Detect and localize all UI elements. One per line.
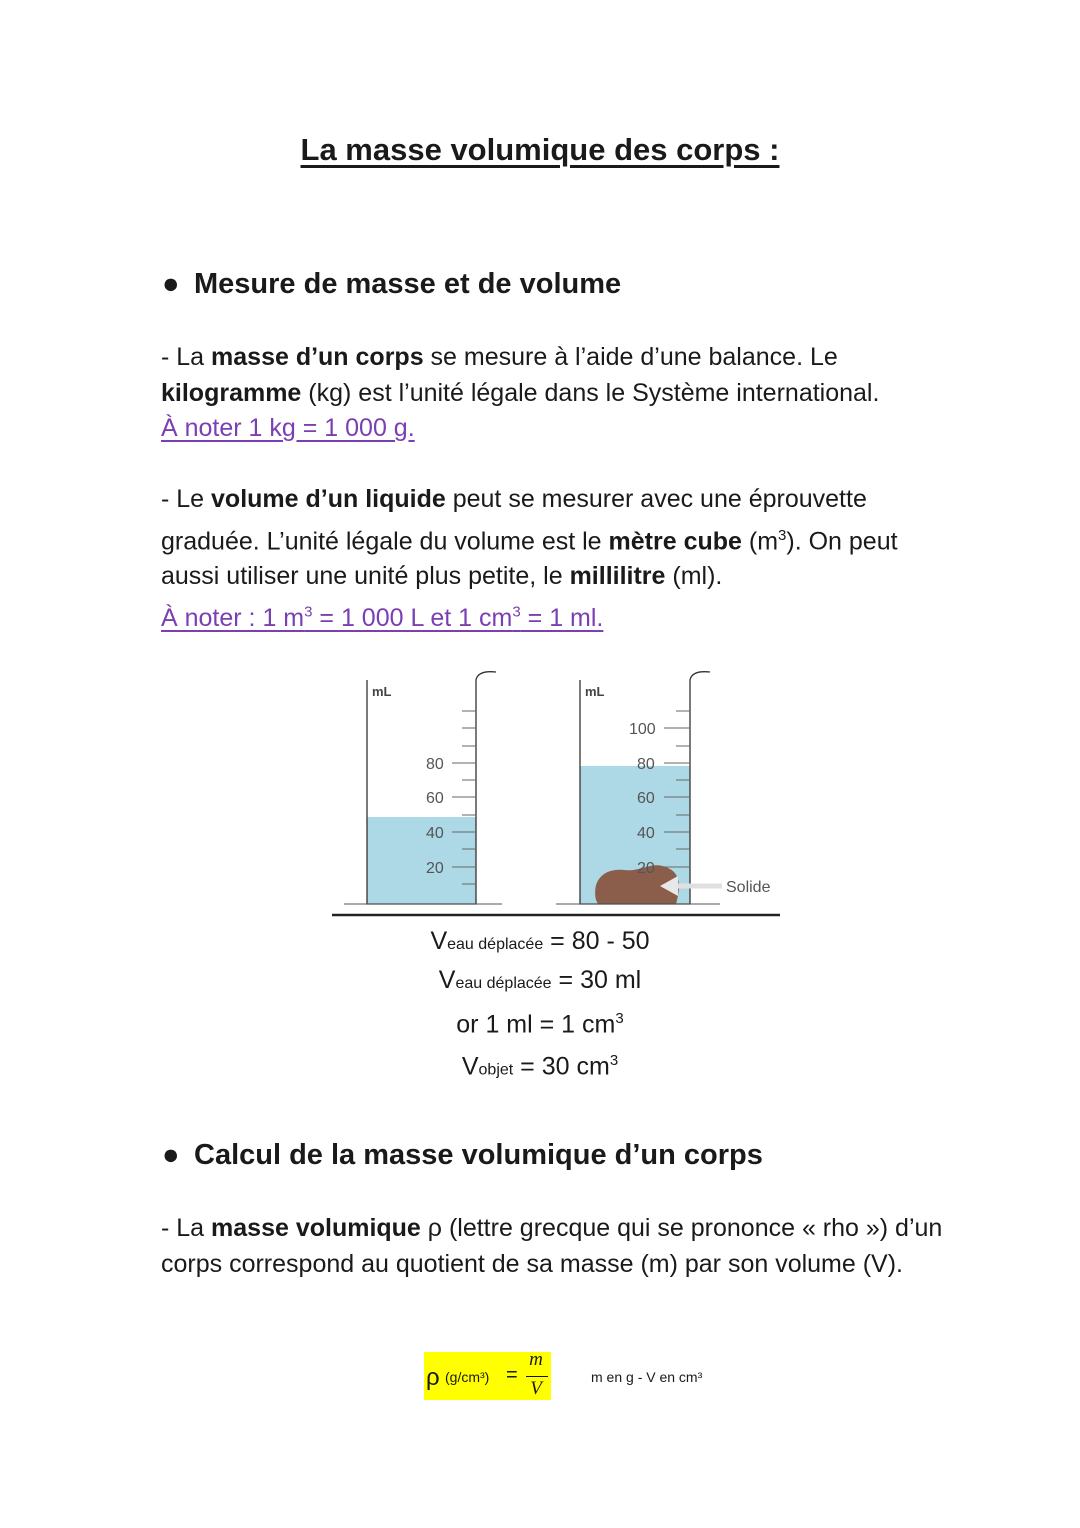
- cylinder-left: [344, 672, 502, 904]
- note-m3: À noter : 1 $m^3 = 1$ 000 L et 1 $cm^3 = 1$ ml.: [161, 603, 604, 633]
- bullet-icon: ●: [162, 268, 180, 300]
- tick-label-right-40: 40: [637, 825, 655, 842]
- tick-label-left-20: 20: [426, 860, 444, 877]
- calc-line-4: Vobjet = 30 $cm^3$: [461, 1051, 619, 1081]
- solid-label: Solide: [726, 879, 771, 896]
- tick-label-left-40: 40: [426, 825, 444, 842]
- term-volume-liquide: volume d’un liquide: [211, 485, 446, 513]
- unit-left: mL: [372, 684, 392, 699]
- term-millilitre: millilitre: [569, 562, 666, 591]
- calc-line-3: or 1 ml = 1 $cm^3$: [456, 1010, 624, 1039]
- section-heading-text: Calcul de la masse volumique d’un corps: [194, 1139, 763, 1171]
- fraction-bar: [526, 1376, 548, 1377]
- graduated-cylinders-figure: [0, 660, 1080, 920]
- volume-calculation: [330, 924, 750, 1088]
- water-left: [367, 817, 476, 904]
- formula-denominator: V: [530, 1378, 542, 1399]
- section-heading-text: Mesure de masse et de volume: [194, 268, 622, 300]
- paragraph-masse-volumique: - La masse volumique ρ (lettre grecque qui se prononce « rho ») d’un corps correspond au quotient de sa masse (m) par son volume (V).: [161, 1214, 943, 1278]
- formula-unit: (g/cm³): [445, 1369, 490, 1385]
- density-formula: [424, 1349, 551, 1400]
- term-masse-volumique: masse volumique: [211, 1214, 421, 1242]
- rho-symbol: ρ: [426, 1364, 440, 1391]
- bullet-icon: ●: [162, 1139, 180, 1171]
- tick-label-right-100: 100: [629, 721, 656, 738]
- formula-equals: =: [506, 1364, 518, 1386]
- tick-label-left-80: 80: [426, 756, 444, 773]
- note-kg: À noter 1 kg = 1 000 g.: [161, 414, 415, 442]
- formula-numerator: m: [529, 1349, 543, 1370]
- tick-label-right-20: 20: [637, 860, 655, 877]
- tick-label-right-80: 80: [637, 756, 655, 773]
- formula-units-note: m en g - V en cm³: [591, 1369, 703, 1385]
- unit-right: mL: [585, 684, 605, 699]
- tick-label-left-60: 60: [426, 790, 444, 807]
- term-metre-cube: mètre cube: [608, 526, 742, 555]
- calc-line-2: Veau déplacée = 30 ml: [438, 965, 642, 994]
- tick-label-right-60: 60: [637, 790, 655, 807]
- paragraph-volume: - Le volume d’un liquide peut se mesurer avec une éprouvette graduée. L’unité légale du volume est le mètre cube $(m^3)$. On peut aussi utiliser une unité plus petite, le millilitre (ml). À noter : 1 $m^3 = 1$ 000 L et 1 $cm^3 = 1$ ml.: [161, 485, 898, 633]
- calc-line-1: Veau déplacée = 80 - 50: [430, 927, 650, 955]
- page-title: La masse volumique des corps :: [300, 132, 780, 167]
- cylinder-right: [556, 672, 720, 904]
- paragraph-masse: - La masse d’un corps se mesure à l’aide d’une balance. Le kilogramme (kg) est l’unité légale dans le Système international. À noter 1 kg = 1 000 g.: [161, 343, 880, 442]
- term-masse-corps: masse d’un corps: [211, 343, 424, 371]
- term-kilogramme: kilogramme: [161, 378, 302, 407]
